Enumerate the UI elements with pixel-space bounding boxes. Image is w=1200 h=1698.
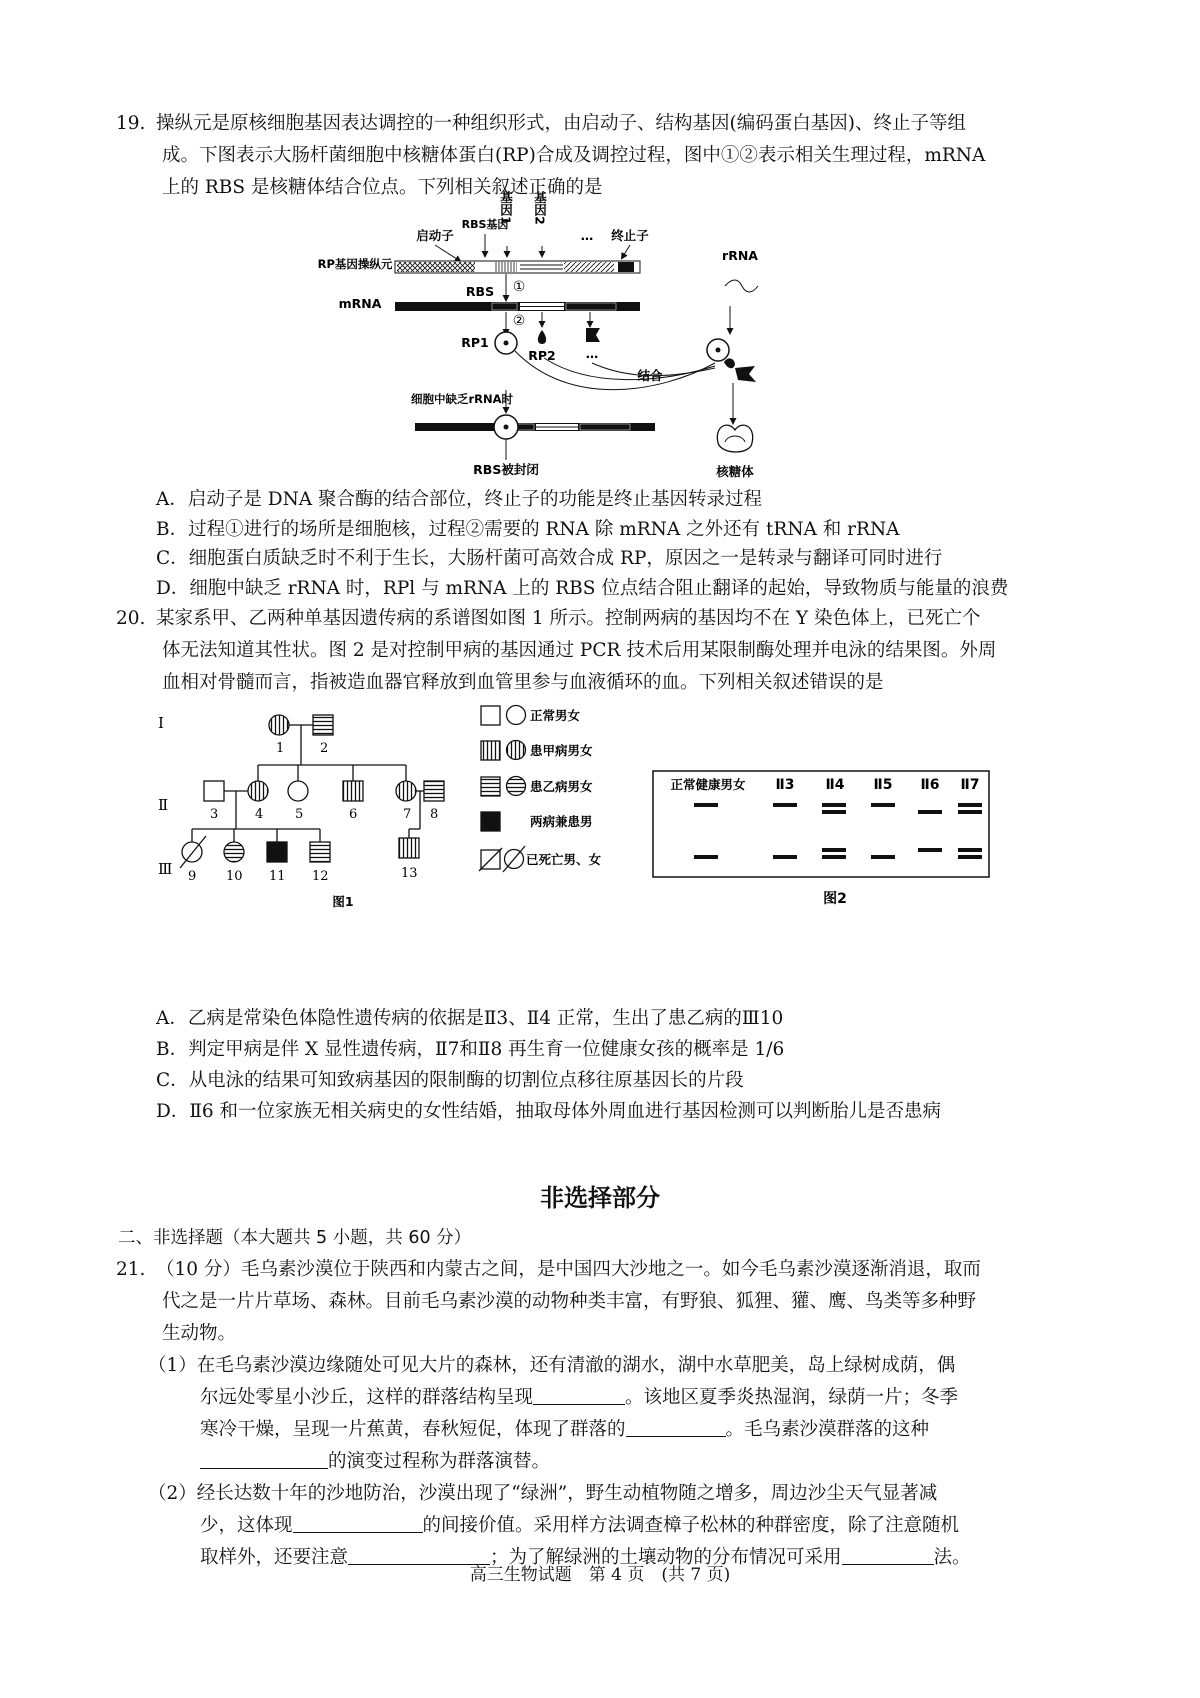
text-span: 。该地区夏季炎热湿润，绿荫一片；冬季 <box>625 1387 959 1408</box>
stem-line: 某家系甲、乙两种单基因遗传病的系谱图如图 1 所示。控制两病的基因均不在 Y 染色体上，已死亡个 <box>156 608 981 629</box>
option-a: A．启动子是 DNA 聚合酶的结合部位，终止子的功能是终止基因转录过程 <box>156 489 763 510</box>
generation-1-label: Ⅰ <box>158 714 164 732</box>
answer-blank[interactable] <box>626 1416 726 1437</box>
section-heading: 二、非选择题（本大题共 5 小题，共 60 分） <box>118 1228 472 1248</box>
mrna-label: mRNA <box>338 296 382 311</box>
sub-question-line <box>148 1414 1098 1446</box>
figure-1-label: 图1 <box>332 894 354 909</box>
rp-operon-diagram <box>317 191 800 490</box>
stem-line: 操纵元是原核细胞基因表达调控的一种组织形式，由启动子、结构基因(编码蛋白基因)、终止子等组 <box>156 113 966 134</box>
lane-ii4: Ⅱ4 <box>825 777 845 793</box>
pedigree-legend <box>478 702 628 882</box>
generation-3-label: Ⅲ <box>158 860 173 878</box>
person-id-4: 4 <box>255 807 264 822</box>
rp1-label: RP1 <box>461 335 489 350</box>
stem-line: 生动物。 <box>162 1323 237 1344</box>
dots2-label: … <box>585 346 599 361</box>
option-b: B．过程①进行的场所是细胞核，过程②需要的 RNA 除 mRNA 之外还有 tRNA 和 rRNA <box>156 519 900 540</box>
stem-line: 体无法知道其性状。图 2 是对控制甲病的基因通过 PCR 技术后用某限制酶处理并电泳的结果图。外周 <box>162 640 997 661</box>
person-id-2: 2 <box>320 741 329 756</box>
person-id-10: 10 <box>226 869 243 884</box>
text-span: 的间接价值。采用样方法调查樟子松林的种群密度，除了注意随机 <box>422 1515 960 1536</box>
option-c: C．细胞蛋白质缺乏时不利于生长，大肠杆菌可高效合成 RP，原因之一是转录与翻译可同时进行 <box>156 548 943 569</box>
legend-disease-b: 患乙病男女 <box>530 779 593 794</box>
option-b: B．判定甲病是伴 X 显性遗传病，Ⅱ7和Ⅱ8 再生育一位健康女孩的概率是 1/6 <box>156 1039 785 1060</box>
stem-line: 上的 RBS 是核糖体结合位点。下列相关叙述正确的是 <box>162 177 603 198</box>
legend-normal: 正常男女 <box>530 708 581 723</box>
figure-2-label: 图2 <box>823 891 847 907</box>
answer-blank[interactable] <box>533 1384 625 1405</box>
electrophoresis-gel <box>650 768 1000 918</box>
question-19 <box>118 108 1098 204</box>
step1-label: ① <box>512 279 526 295</box>
text-span: 寒冷干燥，呈现一片蕉黄，春秋短促，体现了群落的 <box>200 1419 626 1440</box>
question-number: 19. <box>116 113 146 134</box>
lane-ii7: Ⅱ7 <box>960 777 980 793</box>
rrna-label: rRNA <box>722 248 758 263</box>
page-footer: 高三生物试题 第 4 页 (共 7 页) <box>469 1565 731 1585</box>
text-span: 少，这体现 <box>200 1515 293 1536</box>
person-id-12: 12 <box>312 869 329 884</box>
lane-ii6: Ⅱ6 <box>920 777 940 793</box>
person-id-5: 5 <box>295 807 304 822</box>
option-c: C．从电泳的结果可知致病基因的限制酶的切割位点移往原基因长的片段 <box>156 1070 744 1091</box>
rp-operon-label: RP基因操纵元 <box>317 257 393 271</box>
person-id-3: 3 <box>210 807 219 822</box>
gene1-label: 基因1 <box>498 191 514 225</box>
lane-ii3: Ⅱ3 <box>775 777 795 793</box>
person-id-8: 8 <box>430 807 439 822</box>
rbs-label: RBS <box>465 284 495 299</box>
bind-label: 结合 <box>637 368 663 383</box>
lane-ii5: Ⅱ5 <box>873 777 893 793</box>
rp2-label: RP2 <box>528 348 556 363</box>
answer-blank[interactable] <box>293 1512 423 1533</box>
text-span: 。毛乌素沙漠群落的这种 <box>725 1419 930 1440</box>
legend-dead: 已死亡男、女 <box>526 852 602 867</box>
answer-blank[interactable] <box>200 1448 328 1469</box>
pedigree-chart <box>150 712 470 912</box>
text-span: ；为了解绿洲的土壤动物的分布情况可采用 <box>490 1547 842 1568</box>
option-d: D．Ⅱ6 和一位家族无相关病史的女性结婚，抽取母体外周血进行基因检测可以判断胎儿是否患病 <box>156 1101 942 1122</box>
section-title: 非选择部分 <box>540 1184 660 1212</box>
text-span: 取样外，还要注意 <box>200 1547 349 1568</box>
dots-label: … <box>580 228 594 243</box>
sub-question-1 <box>118 1350 1098 1478</box>
stem-line: 血相对骨髓而言，指被造血器官释放到血管里参与血液循环的血。下列相关叙述错误的是 <box>162 672 884 693</box>
promoter-label: 启动子 <box>416 228 454 243</box>
stem-line: （10 分）毛乌素沙漠位于陕西和内蒙古之间，是中国四大沙地之一。如今毛乌素沙漠逐渐消退，取而 <box>156 1259 981 1280</box>
rbs-closed-label: RBS被封闭 <box>473 462 539 477</box>
lane-normal: 正常健康男女 <box>670 777 746 792</box>
person-id-6: 6 <box>349 807 358 822</box>
text-span: 法。 <box>933 1547 971 1568</box>
option-d: D．细胞中缺乏 rRNA 时，RPl 与 mRNA 上的 RBS 位点结合阻止翻译的起始，导致物质与能量的浪费 <box>156 578 1009 599</box>
sub-question-line: （2）经长达数十年的沙地防治，沙漠出现了“绿洲”，野生动植物随之增多，周边沙尘天气显著减 <box>148 1483 938 1504</box>
question-20 <box>118 603 1098 699</box>
question-number: 21. <box>116 1259 146 1280</box>
question-number: 20. <box>116 608 146 629</box>
stem-line: 代之是一片片草场、森林。目前毛乌素沙漠的动物种类丰富，有野狼、狐狸、獾、鹰、鸟类等多种野 <box>162 1291 977 1312</box>
legend-disease-a: 患甲病男女 <box>530 743 593 758</box>
person-id-7: 7 <box>403 807 412 822</box>
terminator-label: 终止子 <box>611 228 649 243</box>
sub-question-line <box>148 1510 1098 1542</box>
stem-line: 成。下图表示大肠杆菌细胞中核糖体蛋白(RP)合成及调控过程，图中①②表示相关生理过程，mRNA <box>162 145 986 166</box>
sub-question-line: （1）在毛乌素沙漠边缘随处可见大片的森林，还有清澈的湖水，湖中水草肥美，岛上绿树成荫，偶 <box>148 1355 956 1376</box>
text-span: 尔远处零星小沙丘，这样的群落结构呈现 <box>200 1387 534 1408</box>
sub-question-line <box>148 1446 1098 1478</box>
text-span: 的演变过程称为群落演替。 <box>328 1451 551 1472</box>
rbs-gene-label: RBS基因 <box>461 218 509 231</box>
option-a: A．乙病是常染色体隐性遗传病的依据是Ⅱ3、Ⅱ4 正常，生出了患乙病的Ⅲ10 <box>156 1008 784 1029</box>
generation-2-label: Ⅱ <box>158 796 169 814</box>
person-id-13: 13 <box>401 866 418 881</box>
sub-question-line <box>148 1382 1098 1414</box>
question-21 <box>118 1254 1098 1574</box>
lack-rrna-label: 细胞中缺乏rRNA时 <box>410 392 514 406</box>
legend-both: 两病兼患男 <box>530 814 593 829</box>
person-id-1: 1 <box>276 741 285 756</box>
person-id-9: 9 <box>188 869 197 884</box>
person-id-11: 11 <box>269 869 286 884</box>
step2-label: ② <box>512 313 526 329</box>
gene2-label: 基因2 <box>532 191 548 225</box>
ribosome-label: 核糖体 <box>716 464 754 479</box>
